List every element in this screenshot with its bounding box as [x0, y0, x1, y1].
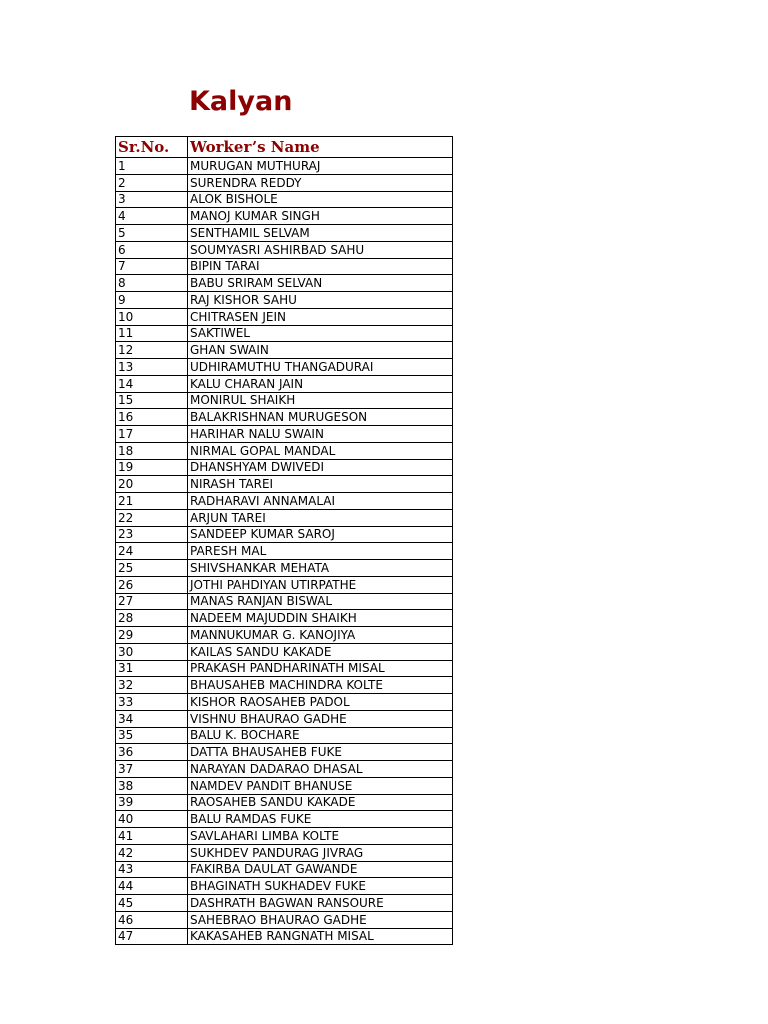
table-row: [116, 241, 453, 258]
table-row: [116, 325, 453, 342]
sr-no-cell: 4: [116, 208, 188, 225]
sr-no-cell: 46: [116, 911, 188, 928]
sr-no-cell: 6: [116, 241, 188, 258]
sr-no-cell: 14: [116, 375, 188, 392]
sr-no-cell: 38: [116, 777, 188, 794]
sr-no-cell: 45: [116, 895, 188, 912]
sr-no-cell: 17: [116, 426, 188, 443]
table-row: [116, 191, 453, 208]
worker-name-cell: MONIRUL SHAIKH: [188, 392, 453, 409]
worker-name-cell: PRAKASH PANDHARINATH MISAL: [188, 660, 453, 677]
worker-name-cell: PARESH MAL: [188, 543, 453, 560]
table-row: [116, 560, 453, 577]
sr-no-cell: 5: [116, 225, 188, 242]
sr-no-cell: 7: [116, 258, 188, 275]
sr-no-cell: 25: [116, 560, 188, 577]
table-row: [116, 258, 453, 275]
sr-no-cell: 11: [116, 325, 188, 342]
worker-name-cell: BALU RAMDAS FUKE: [188, 811, 453, 828]
worker-name-cell: RAJ KISHOR SAHU: [188, 292, 453, 309]
sr-no-cell: 20: [116, 476, 188, 493]
sr-no-cell: 47: [116, 928, 188, 945]
worker-name-cell: KAKASAHEB RANGNATH MISAL: [188, 928, 453, 945]
table-row: [116, 509, 453, 526]
worker-name-cell: DATTA BHAUSAHEB FUKE: [188, 744, 453, 761]
table-row: [116, 342, 453, 359]
worker-name-cell: KISHOR RAOSAHEB PADOL: [188, 694, 453, 711]
table-row: [116, 794, 453, 811]
sr-no-cell: 40: [116, 811, 188, 828]
table-row: [116, 593, 453, 610]
table-row: [116, 761, 453, 778]
worker-name-cell: BALAKRISHNAN MURUGESON: [188, 409, 453, 426]
worker-name-cell: NIRMAL GOPAL MANDAL: [188, 442, 453, 459]
worker-name-cell: RAOSAHEB SANDU KAKADE: [188, 794, 453, 811]
worker-name-cell: MANOJ KUMAR SINGH: [188, 208, 453, 225]
worker-name-cell: NAMDEV PANDIT BHANUSE: [188, 777, 453, 794]
worker-name-cell: FAKIRBA DAULAT GAWANDE: [188, 861, 453, 878]
worker-name-cell: SURENDRA REDDY: [188, 174, 453, 191]
worker-name-cell: SAVLAHARI LIMBA KOLTE: [188, 828, 453, 845]
sr-no-cell: 30: [116, 643, 188, 660]
table-row: [116, 476, 453, 493]
worker-name-cell: NARAYAN DADARAO DHASAL: [188, 761, 453, 778]
worker-name-cell: DASHRATH BAGWAN RANSOURE: [188, 895, 453, 912]
table-row: [116, 459, 453, 476]
sr-no-cell: 29: [116, 627, 188, 644]
table-row: [116, 442, 453, 459]
sr-no-cell: 10: [116, 308, 188, 325]
table-row: [116, 677, 453, 694]
table-row: [116, 710, 453, 727]
table-row: [116, 911, 453, 928]
table-row: [116, 426, 453, 443]
table-row: [116, 275, 453, 292]
sr-no-cell: 28: [116, 610, 188, 627]
workers-table: [115, 136, 453, 945]
sr-no-cell: 24: [116, 543, 188, 560]
table-row: [116, 811, 453, 828]
sr-no-cell: 2: [116, 174, 188, 191]
worker-name-cell: JOTHI PAHDIYAN UTIRPATHE: [188, 576, 453, 593]
sr-no-cell: 13: [116, 359, 188, 376]
sr-no-cell: 23: [116, 526, 188, 543]
table-row: [116, 928, 453, 945]
table-row: [116, 727, 453, 744]
table-row: [116, 828, 453, 845]
worker-name-cell: SENTHAMIL SELVAM: [188, 225, 453, 242]
table-row: [116, 861, 453, 878]
worker-name-cell: DHANSHYAM DWIVEDI: [188, 459, 453, 476]
sr-no-cell: 18: [116, 442, 188, 459]
sr-no-cell: 22: [116, 509, 188, 526]
sr-no-cell: 3: [116, 191, 188, 208]
table-row: [116, 744, 453, 761]
sr-no-cell: 39: [116, 794, 188, 811]
table-row: [116, 225, 453, 242]
sr-no-cell: 26: [116, 576, 188, 593]
table-row: [116, 526, 453, 543]
sr-no-cell: 8: [116, 275, 188, 292]
sr-no-cell: 44: [116, 878, 188, 895]
table-row: [116, 777, 453, 794]
table-row: [116, 610, 453, 627]
worker-name-cell: BALU K. BOCHARE: [188, 727, 453, 744]
sr-no-cell: 21: [116, 493, 188, 510]
worker-name-cell: ARJUN TAREI: [188, 509, 453, 526]
sr-no-cell: 32: [116, 677, 188, 694]
sr-no-cell: 35: [116, 727, 188, 744]
worker-name-cell: NIRASH TAREI: [188, 476, 453, 493]
worker-name-cell: BABU SRIRAM SELVAN: [188, 275, 453, 292]
worker-name-cell: UDHIRAMUTHU THANGADURAI: [188, 359, 453, 376]
table-row: [116, 643, 453, 660]
table-row: [116, 895, 453, 912]
sr-no-cell: 15: [116, 392, 188, 409]
table-row: [116, 174, 453, 191]
worker-name-cell: BIPIN TARAI: [188, 258, 453, 275]
table-row: [116, 409, 453, 426]
worker-name-cell: RADHARAVI ANNAMALAI: [188, 493, 453, 510]
worker-name-cell: VISHNU BHAURAO GADHE: [188, 710, 453, 727]
table-row: [116, 158, 453, 175]
table-row: [116, 308, 453, 325]
sr-no-cell: 12: [116, 342, 188, 359]
table-header-row: [116, 137, 453, 158]
sr-no-cell: 16: [116, 409, 188, 426]
table-row: [116, 576, 453, 593]
sr-no-header: Sr.No.: [116, 137, 188, 158]
table-row: [116, 844, 453, 861]
table-row: [116, 375, 453, 392]
worker-name-cell: ALOK BISHOLE: [188, 191, 453, 208]
sr-no-cell: 1: [116, 158, 188, 175]
worker-name-cell: GHAN SWAIN: [188, 342, 453, 359]
worker-name-cell: SANDEEP KUMAR SAROJ: [188, 526, 453, 543]
sr-no-cell: 34: [116, 710, 188, 727]
table-row: [116, 694, 453, 711]
worker-name-cell: MANAS RANJAN BISWAL: [188, 593, 453, 610]
sr-no-cell: 19: [116, 459, 188, 476]
worker-name-cell: SHIVSHANKAR MEHATA: [188, 560, 453, 577]
worker-name-cell: BHAUSAHEB MACHINDRA KOLTE: [188, 677, 453, 694]
table-row: [116, 660, 453, 677]
table-row: [116, 208, 453, 225]
worker-name-cell: SAHEBRAO BHAURAO GADHE: [188, 911, 453, 928]
table-row: [116, 292, 453, 309]
sr-no-cell: 43: [116, 861, 188, 878]
sr-no-cell: 42: [116, 844, 188, 861]
worker-name-cell: SOUMYASRI ASHIRBAD SAHU: [188, 241, 453, 258]
worker-name-cell: CHITRASEN JEIN: [188, 308, 453, 325]
sr-no-cell: 9: [116, 292, 188, 309]
table-row: [116, 493, 453, 510]
worker-name-cell: NADEEM MAJUDDIN SHAIKH: [188, 610, 453, 627]
page-title: Kalyan: [189, 86, 293, 117]
table-row: [116, 359, 453, 376]
worker-name-cell: KALU CHARAN JAIN: [188, 375, 453, 392]
sr-no-cell: 27: [116, 593, 188, 610]
sr-no-cell: 41: [116, 828, 188, 845]
table-body: [116, 158, 453, 945]
table-row: [116, 878, 453, 895]
worker-name-cell: SAKTIWEL: [188, 325, 453, 342]
worker-name-cell: KAILAS SANDU KAKADE: [188, 643, 453, 660]
table-row: [116, 627, 453, 644]
worker-name-header: Worker’s Name: [188, 137, 453, 158]
worker-name-cell: HARIHAR NALU SWAIN: [188, 426, 453, 443]
table-row: [116, 392, 453, 409]
sr-no-cell: 36: [116, 744, 188, 761]
worker-name-cell: BHAGINATH SUKHADEV FUKE: [188, 878, 453, 895]
worker-name-cell: SUKHDEV PANDURAG JIVRAG: [188, 844, 453, 861]
sr-no-cell: 33: [116, 694, 188, 711]
table-row: [116, 543, 453, 560]
worker-name-cell: MANNUKUMAR G. KANOJIYA: [188, 627, 453, 644]
sr-no-cell: 37: [116, 761, 188, 778]
worker-name-cell: MURUGAN MUTHURAJ: [188, 158, 453, 175]
sr-no-cell: 31: [116, 660, 188, 677]
